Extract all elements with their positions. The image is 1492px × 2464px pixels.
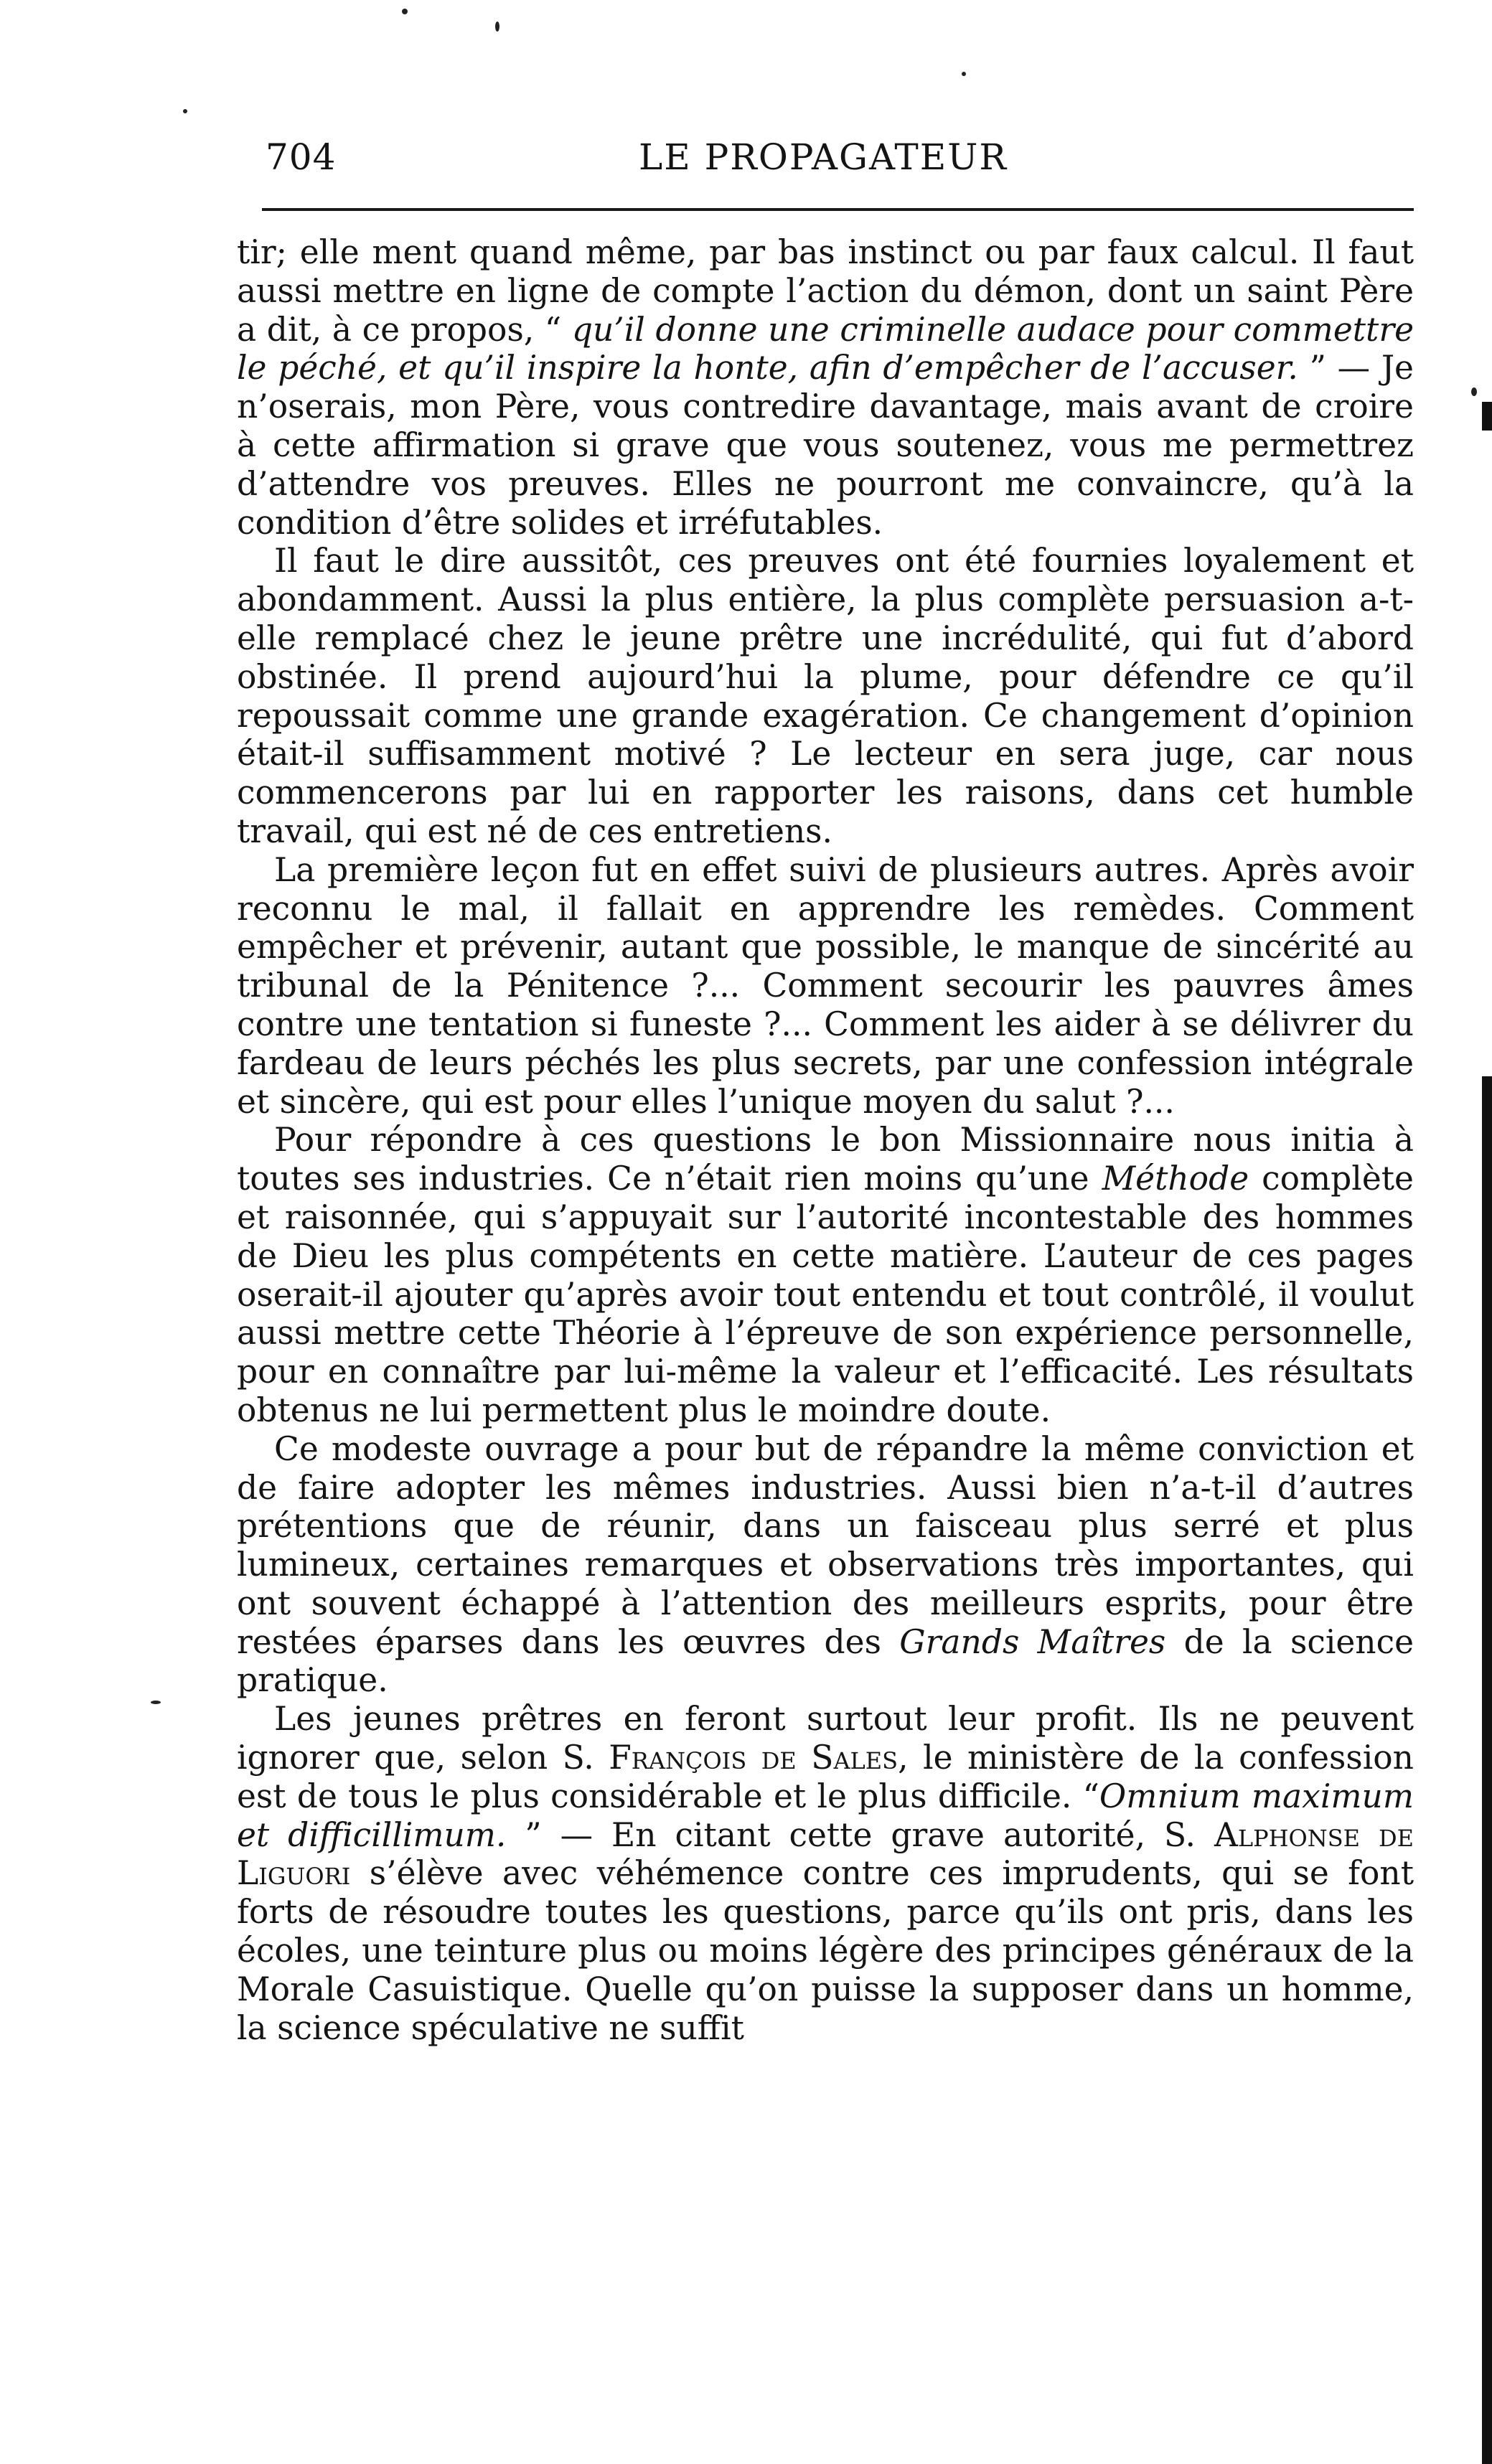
scan-speck	[151, 1701, 161, 1704]
scan-speck	[1471, 387, 1477, 396]
scan-speck	[495, 22, 499, 32]
text-run: tir; elle ment quand même, par bas instinct ou par faux calcul. Il faut aussi mettre en ligne de compte l’action du démon, dont un saint Père a dit, à ce propos, “	[237, 233, 1414, 349]
text-run: La première leçon fut en effet suivi de plusieurs autres. Après avoir reconnu le mal, il fallait en apprendre les remèdes. Comment empêcher et prévenir, autant que possible, le manque de sincérité au tribunal de la Pénitence ?... Comment secourir les pauvres âmes contre une tentation si funeste ?... Comment les aider à se délivrer du fardeau de leurs péchés les plus secrets, par une confession intégrale et sincère, qui est pour elles l’unique moyen du salut ?...	[237, 850, 1414, 1121]
text-run: de la science pratique.	[237, 1622, 1414, 1700]
scan-speck	[402, 9, 408, 14]
text-run: Méthode	[1102, 1160, 1249, 1198]
text-run: S. François de Sales	[562, 1739, 899, 1777]
paragraph	[237, 542, 1414, 850]
text-run: ” — En citant cette grave autorité,	[506, 1815, 1164, 1854]
text-run: Pour répondre à ces questions le bon Missionnaire nous initia à toutes ses industries. Ce n’était rien moins qu’une	[237, 1121, 1414, 1198]
text-run: Il faut le dire aussitôt, ces preuves ont été fournies loyalement et abondamment. Aussi la plus entière, la plus complète persuasion a-t-elle remplacé chez le jeune prêtre une incrédulité, qui fut d’abord obstinée. Il prend aujourd’hui la plume, pour défendre ce qu’il repoussait comme une grande exagération. Ce changement d’opinion était-il suffisamment motivé ? Le lecteur en sera juge, car nous commencerons par lui en rapporter les raisons, dans cet humble travail, qui est né de ces entretiens.	[237, 542, 1414, 850]
text-run: Grands Maîtres	[899, 1622, 1166, 1661]
header-rule	[262, 208, 1414, 211]
running-title: LE PROPAGATEUR	[639, 136, 1008, 178]
body-text	[237, 233, 1414, 2047]
page-number: 704	[266, 136, 337, 178]
page-header	[258, 129, 1407, 187]
scan-speck	[183, 109, 187, 113]
text-run: s’élève avec véhémence contre ces imprudents, qui se font forts de résoudre toutes les questions, parce qu’ils ont pris, dans les écoles, une teinture plus ou moins légère des principes généraux de la Morale Casuistique. Quelle qu’on puisse la supposer dans un homme, la science spéculative ne suffit	[237, 1854, 1414, 2047]
scan-speck	[962, 72, 966, 76]
paragraph	[237, 851, 1414, 1122]
text-run: complète et raisonnée, qui s’appuyait sur l’autorité incontestable des hommes de Dieu les plus compétents en cette matière. L’auteur de ces pages oserait-il ajouter qu’après avoir tout entendu et tout contrôlé, il voulut aussi mettre cette Théorie à l’épreuve de son expérience personnelle, pour en connaître par lui-même la valeur et l’efficacité. Les résultats obtenus ne lui permettent plus le moindre doute.	[237, 1160, 1414, 1429]
text-run: Omnium maximum et difficillimum.	[237, 1777, 1414, 1854]
text-run: S. Alphonse de Liguori	[237, 1815, 1414, 1893]
paragraph	[237, 1430, 1414, 1701]
paragraph	[237, 1700, 1414, 2047]
text-run: ” — Je n’oserais, mon Père, vous contredire davantage, mais avant de croire à cette affirmation si grave que vous soutenez, vous me permettrez d’attendre vos preuves. Elles ne pourront me convaincre, qu’à la condition d’être solides et irréfutables.	[237, 349, 1414, 542]
text-run: qu’il donne une criminelle audace pour commettre le péché, et qu’il inspire la honte, afin d’empêcher de l’accuser.	[237, 310, 1414, 387]
paragraph	[237, 1121, 1414, 1429]
paragraph	[237, 233, 1414, 542]
scan-edge	[1482, 402, 1492, 431]
text-run: Ce modeste ouvrage a pour but de répandre la même conviction et de faire adopter les mêmes industries. Aussi bien n’a-t-il d’autres prétentions que de réunir, dans un faisceau plus serré et plus lumineux, certaines remarques et observations très importantes, qui ont souvent échappé à l’attention des meilleurs esprits, pour être restées éparses dans les œuvres des	[237, 1429, 1414, 1661]
text-run: , le ministère de la confession est de tous le plus considérable et le plus difficile. “	[237, 1739, 1414, 1815]
scan-edge	[1482, 1076, 1492, 2464]
text-run: Les jeunes prêtres en feront surtout leur profit. Ils ne peuvent ignorer que, selon	[237, 1700, 1414, 1777]
